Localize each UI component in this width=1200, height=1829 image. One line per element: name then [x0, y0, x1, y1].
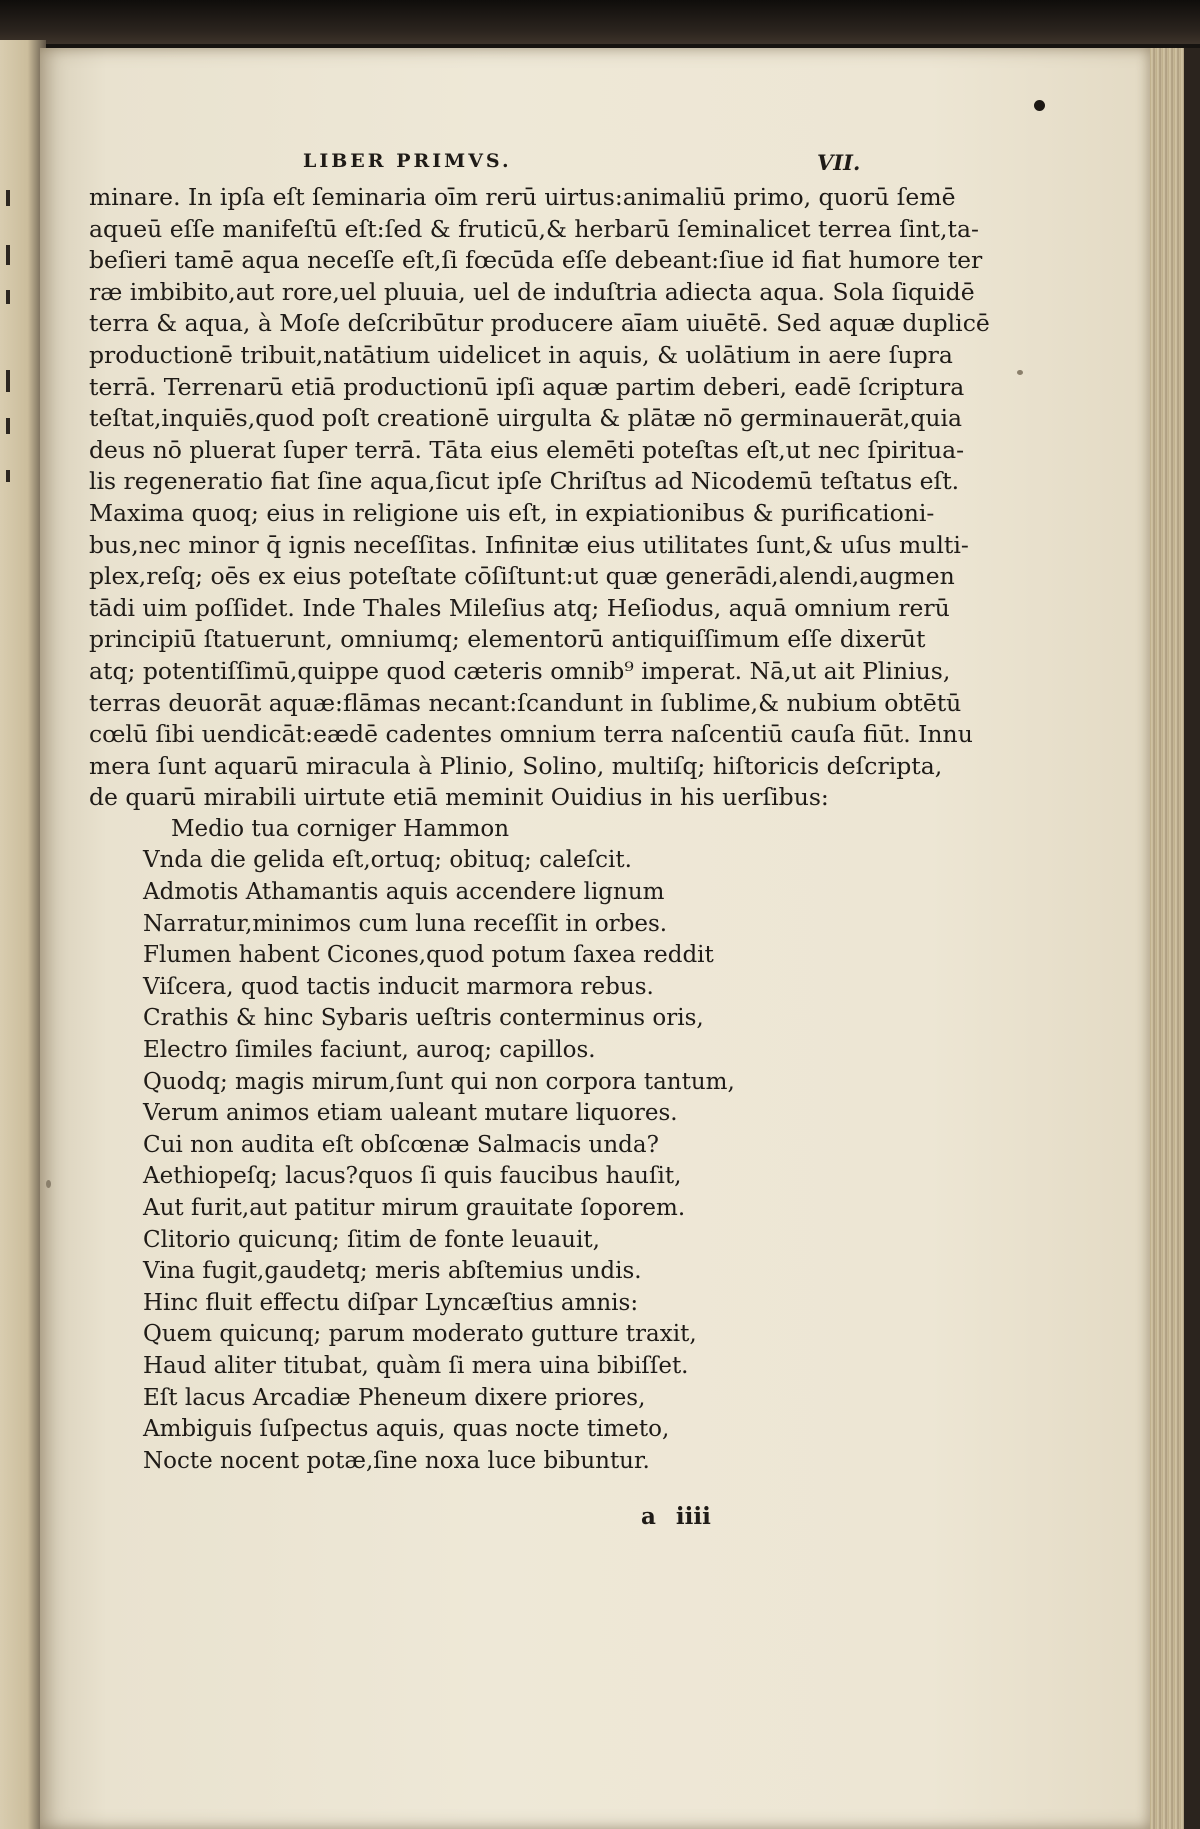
verse-line: Aut furit,aut patitur mirum grauitate ſoporem. [143, 1195, 686, 1221]
prose-line: tādi uim poſſidet. Inde Thales Mileſius atq; Heſiodus, aquā omnium rerū [89, 593, 950, 622]
prose-line: terra & aqua, à Moſe deſcribūtur producere aīam uiuētē. Sed aquæ duplicē [89, 309, 990, 338]
prose-line: terrā. Terrenarū etiā productionū ipſi aquæ partim deberi, eadē ſcriptura [89, 372, 965, 401]
facing-page-mark [6, 290, 10, 304]
verse-line: Ambiguis ſuſpectus aquis, quas nocte timeto, [143, 1416, 670, 1443]
prose-line: ræ imbibito,aut rore,uel pluuia, uel de induſtria adiecta aqua. Sola ſiquidē [89, 277, 975, 306]
verse-line: Aethiopeſq; lacus?quos ſi quis faucibus hauſit, [143, 1163, 682, 1190]
verse-line: Clitorio quicunq; ſitim de fonte leuauit, [143, 1226, 600, 1253]
facing-page-mark [6, 245, 10, 265]
prose-line: terras deuorāt aquæ:flāmas necant:ſcandunt in ſublime,& nubium obtētū [89, 688, 962, 717]
prose-line: deus nō pluerat ſuper terrā. Tāta eius elemēti poteſtas eſt,ut nec ſpiritua- [89, 435, 965, 464]
verse-line: Vnda die gelida eſt,ortuq; obituq; caleſcit. [143, 847, 632, 874]
ink-dot [1034, 100, 1045, 111]
verse-quotation [89, 814, 889, 1477]
paper-speck [46, 1180, 51, 1188]
prose-paragraph [89, 182, 990, 814]
page-header [89, 150, 889, 180]
verse-line: Medio tua corniger Hammon [171, 815, 510, 842]
prose-line: beſieri tamē aqua neceſſe eſt,ſi fœcūda eſſe debeant:ſiue id fiat humore ter [89, 246, 983, 275]
prose-line: productionē tribuit,natātium uidelicet in aquis, & uolātium in aere ſupra [89, 340, 953, 369]
verse-line: Electro ſimiles faciunt, auroq; capillos. [143, 1037, 596, 1064]
verse-line: Viſcera, quod tactis inducit marmora rebus. [143, 973, 654, 1000]
running-head: LIBER PRIMVS. [303, 150, 512, 172]
prose-line: Maxima quoq; eius in religione uis eſt, in expiationibus & purificationi- [89, 498, 935, 527]
verse-line: Vina fugit,gaudetq; meris abſtemius undis. [143, 1258, 642, 1285]
prose-line: cœlū ſibi uendicāt:eædē cadentes omnium terra naſcentiū cauſa fiūt. Innu [89, 720, 973, 749]
page-edge-stack [1150, 48, 1200, 1829]
prose-line: teſtat,inquiēs,quod poſt creationē uirgulta & plātæ nō germinauerāt,quia [89, 404, 963, 433]
verse-line: Nocte nocent potæ,ſine noxa luce bibuntur. [143, 1447, 650, 1474]
prose-line: principiū ſtatuerunt, omniumq; elementorū antiquiſſimum eſſe dixerūt [89, 625, 926, 654]
verse-line: Flumen habent Cicones,quod potum ſaxea reddit [143, 942, 714, 969]
verse-line: Hinc fluit effectu diſpar Lyncæſtius amnis: [143, 1289, 639, 1316]
facing-page-mark [6, 190, 10, 206]
verse-line: Haud aliter titubat, quàm ſi mera uina bibiſſet. [143, 1352, 689, 1379]
prose-line: plex,reſq; oēs ex eius poteſtate cōſiſtunt:ut quæ generādi,alendi,augmen [89, 562, 955, 591]
verse-line: Verum animos etiam ualeant mutare liquores. [143, 1100, 678, 1127]
prose-line: bus,nec minor q̄ ignis neceſſitas. Infinitæ eius utilitates ſunt,& uſus multi- [89, 530, 969, 559]
verse-line: Quodq; magis mirum,ſunt qui non corpora tantum, [143, 1068, 735, 1095]
prose-line: atq; potentiſſimū,quippe quod cæteris omnib⁹ imperat. Nā,ut ait Plinius, [89, 656, 951, 685]
paper-speck [1017, 370, 1023, 375]
facing-page-mark [6, 470, 10, 482]
signature-mark: a iiii [641, 1503, 711, 1530]
prose-line: lis regeneratio fiat ſine aqua,ſicut ipſe Chriſtus ad Nicodemū teſtatus eſt. [89, 467, 960, 496]
facing-page-mark [6, 418, 10, 434]
prose-line: mera ſunt aquarū miracula à Plinio, Solino, multiſq; hiſtoricis deſcripta, [89, 751, 943, 780]
prose-line: minare. In ipſa eſt ſeminaria oīm rerū uirtus:animaliū primo, quorū ſemē [89, 183, 956, 211]
verse-line: Eſt lacus Arcadiæ Pheneum dixere priores, [143, 1384, 646, 1411]
folio-number: VII. [817, 150, 861, 175]
prose-line: de quarū mirabili uirtute etiā meminit Ouidius in his uerſibus: [89, 783, 829, 812]
scan-top-band [0, 0, 1200, 44]
verse-line: Cui non audita eſt obſcœnæ Salmacis unda? [143, 1131, 659, 1158]
page-text [89, 150, 990, 1477]
prose-line: aqueū eſſe manifeſtū eſt:ſed & fruticū,& herbarū ſeminalicet terrea ſint,ta- [89, 214, 979, 243]
verse-line: Admotis Athamantis aquis accendere lignum [143, 879, 665, 906]
verse-line: Quem quicunq; parum moderato gutture traxit, [143, 1321, 697, 1348]
facing-page-mark [6, 370, 10, 392]
verse-line: Narratur,minimos cum luna receſſit in orbes. [143, 910, 668, 937]
verse-line: Crathis & hinc Sybaris ueſtris conterminus oris, [143, 1005, 704, 1032]
